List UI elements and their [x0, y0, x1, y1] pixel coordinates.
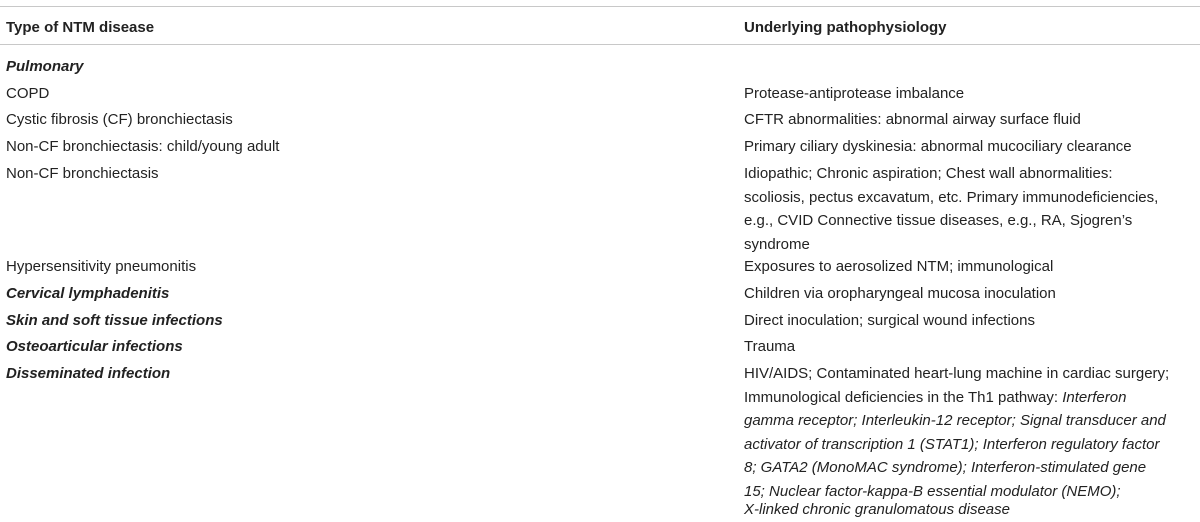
row-type: Cystic fibrosis (CF) bronchiectasis: [6, 111, 233, 128]
row-type: COPD: [6, 85, 50, 102]
row-pathophysiology-line: activator of transcription 1 (STAT1); Interferon regulatory factor: [744, 435, 1160, 453]
row-pathophysiology-line: Idiopathic; Chronic aspiration; Chest wall abnormalities:: [744, 165, 1113, 182]
row-pathophysiology-text: Immunological deficiencies in the Th1 pathway:: [744, 388, 1063, 406]
row-pathophysiology-line: 8; GATA2 (MonoMAC syndrome); Interferon-stimulated gene: [744, 459, 1147, 476]
row-pathophysiology-line: syndrome: [744, 235, 810, 253]
row-pathophysiology: Primary ciliary dyskinesia: abnormal mucociliary clearance: [744, 138, 1132, 155]
row-type: Disseminated infection: [6, 365, 171, 382]
table-header-rule: [0, 44, 1200, 45]
row-pathophysiology-line: e.g., CVID Connective tissue diseases, e.g., RA, Sjogren’s: [744, 212, 1133, 229]
row-type: Cervical lymphadenitis: [6, 285, 170, 302]
column-header-pathophysiology: Underlying pathophysiology: [744, 19, 947, 36]
row-type: Non-CF bronchiectasis: [6, 165, 159, 182]
row-pathophysiology: Exposures to aerosolized NTM; immunological: [744, 258, 1054, 275]
table-top-rule: [0, 6, 1200, 7]
row-pathophysiology-line: [744, 386, 1126, 410]
row-pathophysiology: Trauma: [744, 338, 796, 355]
row-pathophysiology: Protease-antiprotease imbalance: [744, 85, 965, 102]
column-header-type: Type of NTM disease: [6, 19, 155, 36]
row-pathophysiology: CFTR abnormalities: abnormal airway surface fluid: [744, 111, 1081, 128]
row-type: Skin and soft tissue infections: [6, 312, 223, 329]
row-pathophysiology-line: X-linked chronic granulomatous disease: [744, 501, 1010, 518]
row-pathophysiology-line: HIV/AIDS; Contaminated heart-lung machine in cardiac surgery;: [744, 365, 1170, 382]
row-pathophysiology-line: gamma receptor; Interleukin-12 receptor; Signal transducer and: [744, 412, 1166, 429]
row-pathophysiology: Direct inoculation; surgical wound infections: [744, 312, 1035, 329]
row-type: Non-CF bronchiectasis: child/young adult: [6, 138, 280, 155]
row-pathophysiology: Children via oropharyngeal mucosa inoculation: [744, 285, 1056, 302]
row-pathophysiology-italic-text: Interferon: [1062, 388, 1127, 406]
row-type: Osteoarticular infections: [6, 338, 183, 355]
row-pathophysiology-line: scoliosis, pectus excavatum, etc. Primary immunodeficiencies,: [744, 188, 1159, 206]
section-heading-pulmonary: Pulmonary: [6, 58, 84, 75]
row-pathophysiology-line: 15; Nuclear factor-kappa-B essential modulator (NEMO);: [744, 482, 1121, 500]
row-type: Hypersensitivity pneumonitis: [6, 258, 197, 275]
